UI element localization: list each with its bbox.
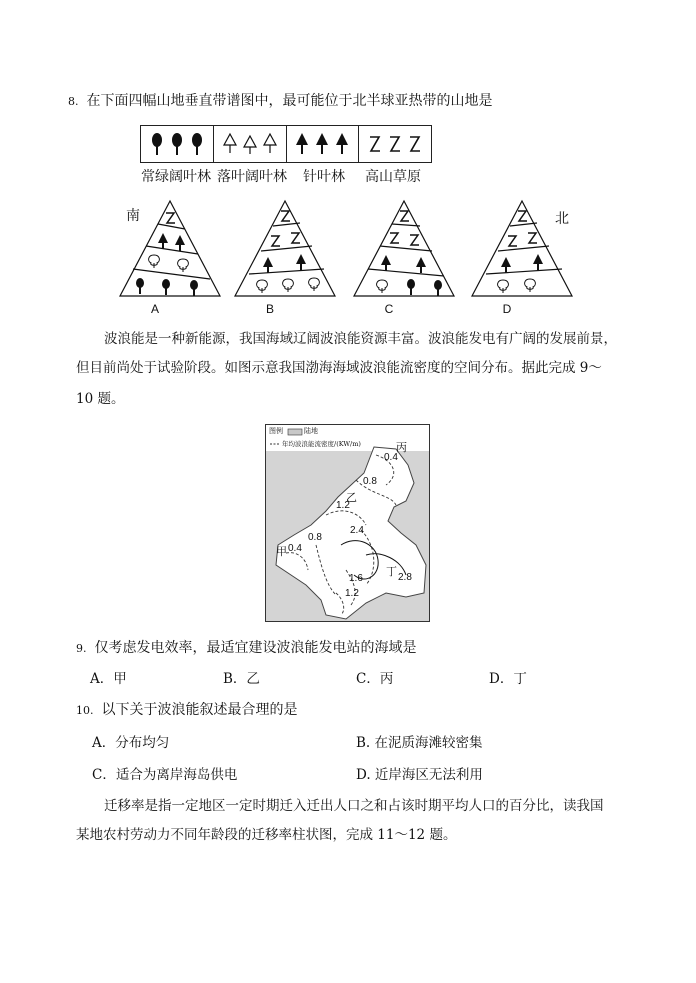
- isoline-label: 1.2: [345, 588, 359, 599]
- q10-option-a[interactable]: A．分布均匀: [92, 735, 170, 751]
- diagram-b: [235, 201, 335, 296]
- evergreen-tree-icon: [147, 131, 207, 157]
- place-yi: 乙: [346, 492, 357, 504]
- question-number: 10.: [76, 704, 94, 717]
- wave-intro-line2: 但目前尚处于试验阶段。如图示意我国渤海海域波浪能流密度的空间分布。据此完成 9～: [76, 360, 602, 376]
- diagram-label-a: A: [150, 302, 159, 316]
- q9-option-c[interactable]: C．丙: [356, 671, 394, 687]
- bohai-map: [265, 424, 430, 622]
- legend-label: 常绿阔叶林: [141, 169, 211, 185]
- question-text: 以下关于波浪能叙述最合理的是: [101, 702, 298, 718]
- mountain-zone-diagrams: [118, 196, 598, 302]
- place-ding: 丁: [386, 566, 397, 578]
- map-legend-land: 陆地: [304, 427, 318, 435]
- legend-label: 针叶林: [303, 169, 345, 185]
- legend-coniferous: [287, 126, 360, 162]
- map-legend-title: 图例: [269, 427, 283, 435]
- north-label: 北: [555, 211, 569, 227]
- question-8: [68, 90, 493, 110]
- legend-label: 高山草原: [365, 169, 421, 185]
- q10-option-c[interactable]: C．适合为离岸海岛供电: [92, 767, 238, 783]
- isoline-label: 0.8: [308, 532, 322, 543]
- question-number: 8.: [68, 95, 79, 108]
- place-jia: 甲: [276, 546, 287, 558]
- isoline-label: 1.2: [336, 500, 350, 511]
- migration-intro-line1: 迁移率是指一定地区一定时期迁入迁出人口之和占该时期平均人口的百分比，读我国: [104, 798, 604, 814]
- conifer-tree-icon: [292, 131, 352, 157]
- deciduous-tree-icon: [220, 131, 280, 157]
- place-bing: 丙: [396, 442, 407, 454]
- q9-option-a[interactable]: A．甲: [90, 671, 127, 687]
- q9-option-b[interactable]: B．乙: [223, 671, 260, 687]
- isoline-label: 1.6: [349, 573, 363, 584]
- question-9: [76, 637, 417, 657]
- legend-alpine-grassland: [359, 126, 431, 162]
- diagram-label-c: C: [384, 302, 394, 316]
- legend-evergreen-broadleaf: [141, 126, 214, 162]
- vegetation-legend: [140, 125, 432, 163]
- q10-option-b[interactable]: B. 在泥质海滩较密集: [356, 735, 483, 751]
- map-legend-isoline: 年均波浪能流密度/(KW/m): [282, 440, 361, 448]
- question-10: [76, 699, 298, 719]
- grass-icon: [365, 131, 425, 157]
- isoline-label: 0.4: [288, 543, 302, 554]
- diagram-d: [472, 201, 572, 296]
- wave-intro-line3: 10 题。: [76, 391, 125, 407]
- q9-option-d[interactable]: D．丁: [489, 671, 527, 687]
- wave-intro-line1: 波浪能是一种新能源，我国海域辽阔波浪能资源丰富。波浪能发电有广阔的发展前景，: [104, 331, 617, 347]
- legend-labels: [140, 166, 430, 186]
- south-label: 南: [126, 208, 140, 224]
- isoline-label: 0.4: [384, 452, 398, 463]
- diagram-label-b: B: [265, 302, 274, 316]
- q10-option-d[interactable]: D. 近岸海区无法利用: [356, 767, 483, 783]
- isoline-label: 2.4: [350, 525, 364, 536]
- migration-intro-line2: 某地农村劳动力不同年龄段的迁移率柱状图，完成 11～12 题。: [76, 827, 457, 843]
- legend-deciduous-broadleaf: [214, 126, 287, 162]
- legend-label: 落叶阔叶林: [217, 169, 287, 185]
- isoline-label: 2.8: [398, 572, 412, 583]
- question-text: 在下面四幅山地垂直带谱图中，最可能位于北半球亚热带的山地是: [86, 93, 493, 109]
- diagram-label-d: D: [502, 302, 512, 316]
- question-text: 仅考虑发电效率，最适宜建设波浪能发电站的海域是: [94, 640, 417, 656]
- diagram-a: [120, 201, 220, 296]
- isoline-label: 0.8: [363, 476, 377, 487]
- question-number: 9.: [76, 642, 87, 655]
